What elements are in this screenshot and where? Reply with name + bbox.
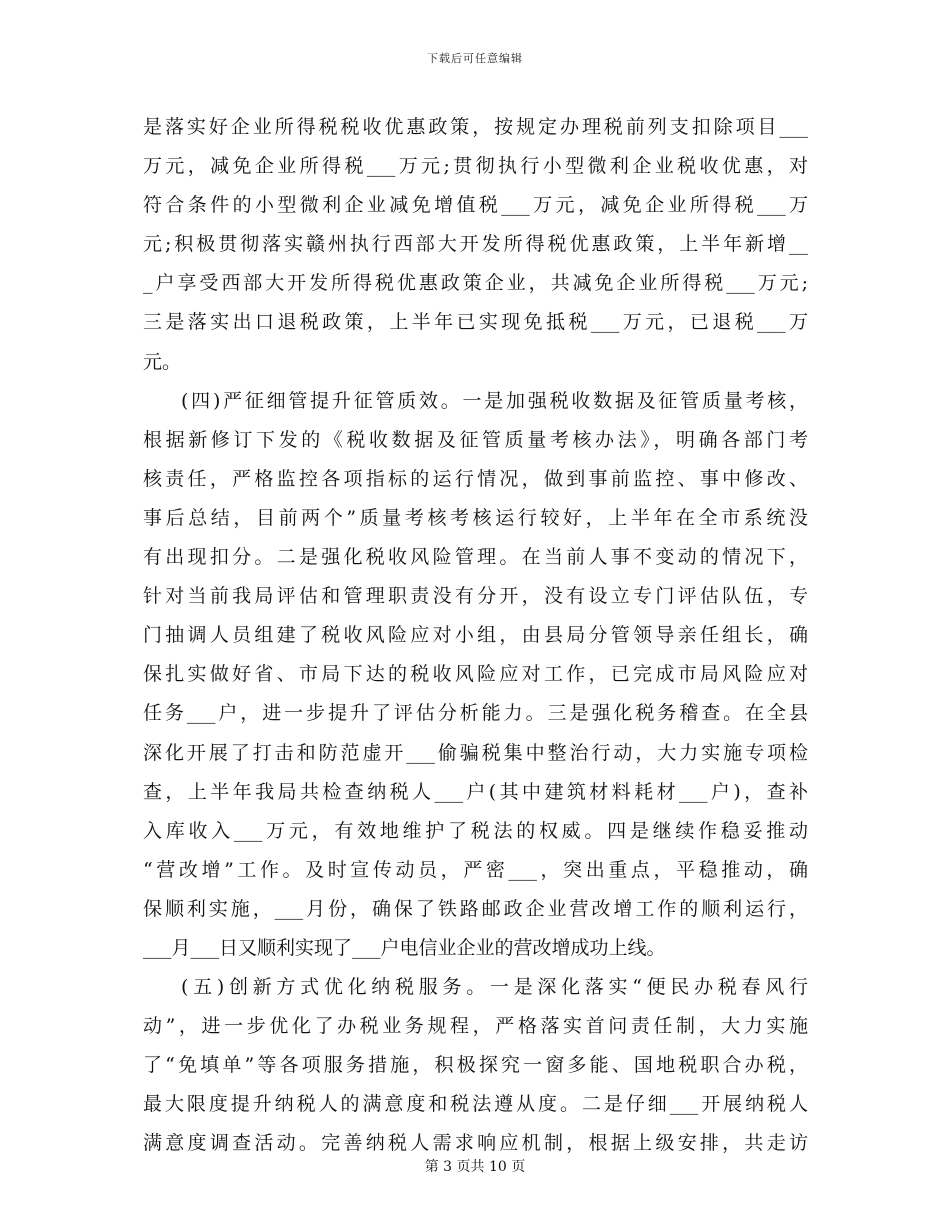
text-line: 事后总结，目前两个”质量考核考核运行较好，上半年在全市系统没	[143, 506, 808, 529]
text-line: 满意度调查活动。完善纳税人需求响应机制，根据上级安排，共走访	[143, 1132, 808, 1155]
text-line: 了“免填单”等各项服务措施，积极探究一窗多能、国地税职合办税，	[143, 1054, 808, 1077]
text-line: 是落实好企业所得税税收优惠政策，按规定办理税前列支扣除项目___	[143, 116, 808, 138]
text-line: 最大限度提升纳税人的满意度和税法遵从度。二是仔细___开展纳税人	[143, 1093, 808, 1116]
text-line: 符合条件的小型微利企业减免增值税___万元，减免企业所得税___万	[143, 194, 808, 217]
text-line: 元。	[143, 350, 182, 373]
text-line: 深化开展了打击和防范虚开___偷骗税集中整治行动，大力实施专项检	[143, 741, 808, 764]
text-line: 保扎实做好省、市局下达的税收风险应对工作，已完成市局风险应对	[143, 663, 808, 686]
text-line: 元;积极贯彻落实赣州执行西部大开发所得税优惠政策，上半年新增__	[143, 233, 808, 256]
text-line: ___月___日又顺利实现了___户电信业企业的营改增成功上线。	[143, 936, 666, 959]
page-header: 下载后可任意编辑	[427, 52, 523, 65]
text-line: 保顺利实施，___月份，确保了铁路邮政企业营改增工作的顺利运行，	[143, 897, 808, 920]
text-line: 万元，减免企业所得税___万元;贯彻执行小型微利企业税收优惠，对	[143, 155, 808, 178]
text-line: 有出现扣分。二是强化税收风险管理。在当前人事不变动的情况下，	[143, 546, 808, 569]
text-line: 针对当前我局评估和管理职责没有分开，没有设立专门评估队伍，专	[143, 585, 808, 608]
text-line: 根据新修订下发的《税收数据及征管质量考核办法》，明确各部门考	[143, 428, 808, 451]
text-line: _户享受西部大开发所得税优惠政策企业，共减免企业所得税___万元;	[143, 272, 808, 295]
text-line: 动”，进一步优化了办税业务规程，严格落实首问责任制，大力实施	[143, 1015, 808, 1038]
text-line: 任务___户，进一步提升了评估分析能力。三是强化税务稽查。在全县	[143, 702, 808, 725]
paragraph-start-line: (四)严征细管提升征管质效。一是加强税收数据及征管质量考核，	[181, 389, 808, 412]
text-line: 入库收入___万元，有效地维护了税法的权威。四是继续作稳妥推动	[143, 819, 808, 842]
page-footer: 第 3 页共 10 页	[424, 1159, 526, 1175]
text-line: 核责任，严格监控各项指标的运行情况，做到事前监控、事中修改、	[143, 467, 808, 490]
text-line: 门抽调人员组建了税收风险应对小组，由县局分管领导亲任组长，确	[143, 624, 808, 647]
paragraph-start-line: (五)创新方式优化纳税服务。一是深化落实“便民办税春风行	[181, 976, 808, 999]
text-line: 查，上半年我局共检查纳税人___户(其中建筑材料耗材___户)，查补	[143, 780, 808, 803]
text-line: 三是落实出口退税政策，上半年已实现免抵税___万元，已退税___万	[143, 311, 808, 334]
text-line: “营改增”工作。及时宣传动员，严密___，突出重点，平稳推动，确	[143, 858, 808, 881]
document-body	[143, 108, 808, 1164]
